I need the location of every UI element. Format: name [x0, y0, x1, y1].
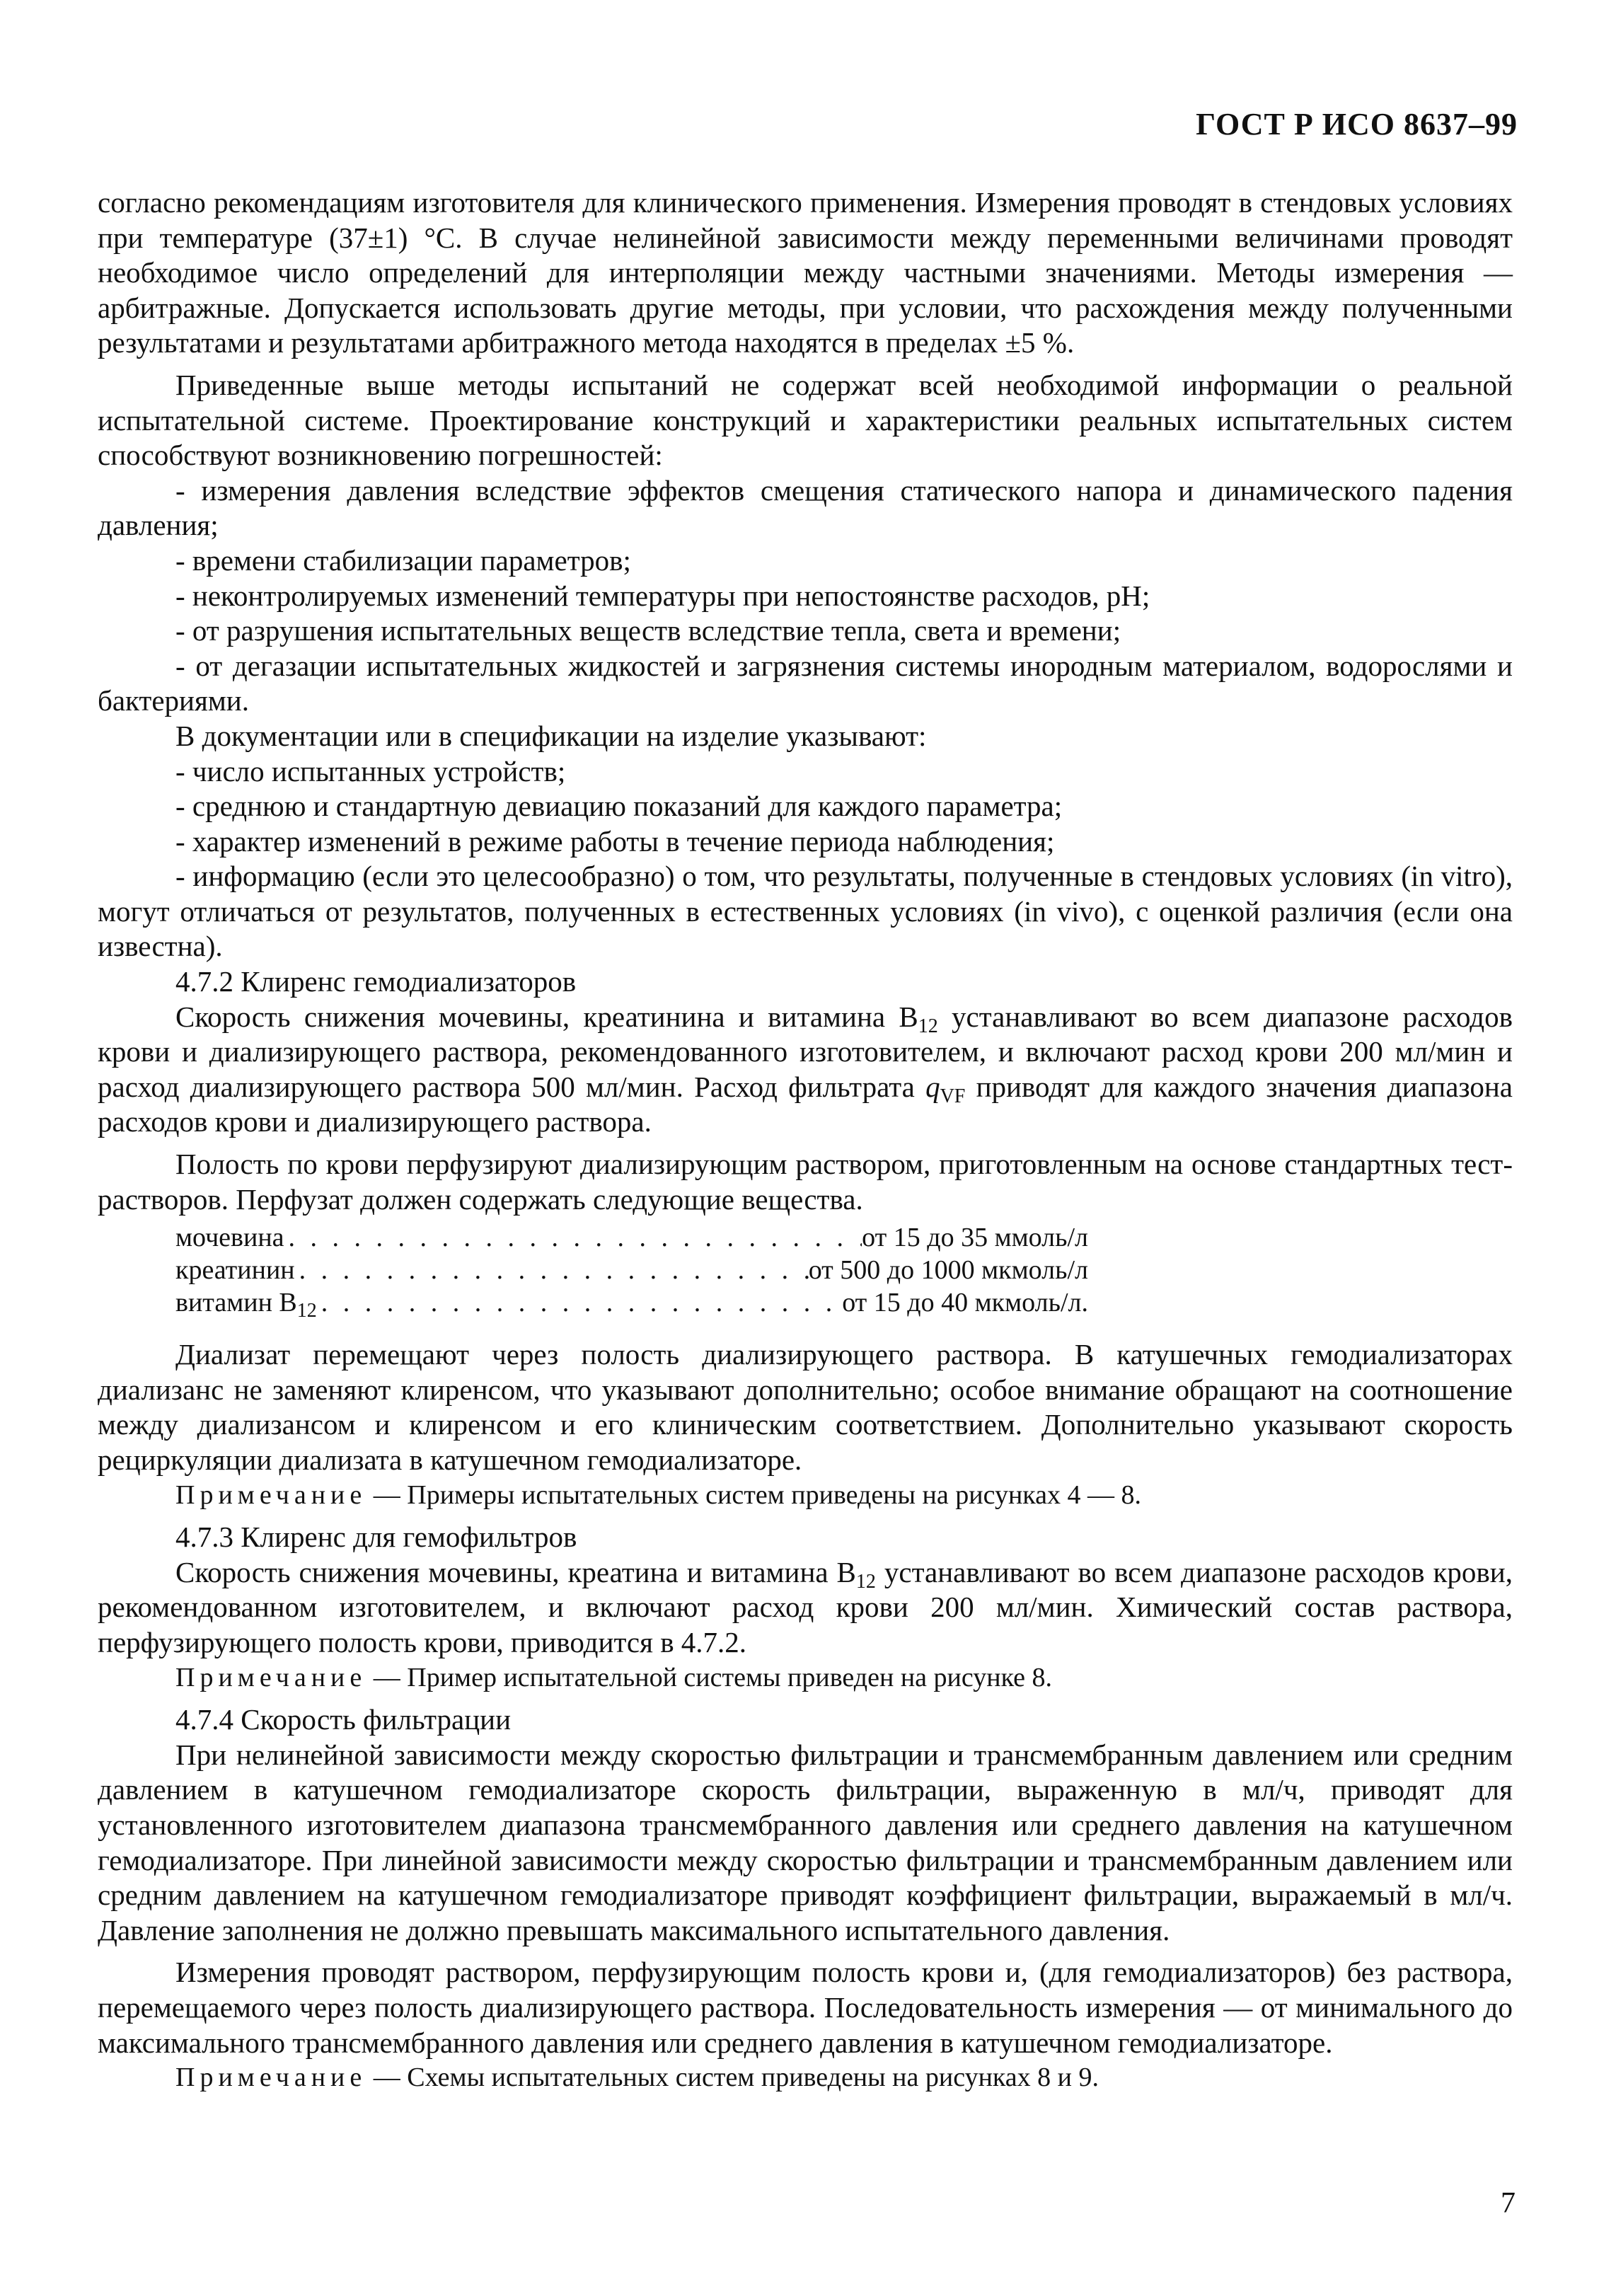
paragraph-dialysate: Диализат перемещают через полость диализирующего раствора. В катушечных гемодиализаторах диализанс не заменяют клиренсом, что указывают дополнительно; особое внимание обращают на соотношение между диализансом и клиренсом и его клиническим соответствием. Дополнительно указывают скорость рециркуляции диализата в катушечном гемодиализаторе. [98, 1338, 1513, 1476]
standard-designation: ГОСТ Р ИСО 8637–99 [1196, 107, 1518, 142]
list-item-error: - времени стабилизации параметров; [175, 543, 631, 577]
substance-row: витамин $B_{12}$ . . . от 15 до 40 мкмоль/л. [175, 1286, 1088, 1319]
list-item-doc: - среднюю и стандартную девиацию показаний для каждого параметра; [175, 790, 1063, 823]
paragraph-documentation: В документации или в спецификации на изделие указывают: [175, 719, 927, 752]
paragraph-measurements: Измерения проводят раствором, перфузирующим полость крови и, (для гемодиализаторов) без раствора, перемещаемого через полость диализирующего раствора. Последовательность измерения — от минимального до максимального трансмембранного давления или среднего давления в катушечном гемодиализаторе. [98, 1956, 1513, 2059]
substance-row: мочевина . . . от 15 до 35 ммоль/л [175, 1221, 1088, 1254]
paragraph-clearance-hemodialyzers: Скорость снижения мочевины, креатинина и витамина $B_{12}$ устанавливают во всем диапазоне расходов крови и диализирующего раствора, рекомендованного изготовителем, и включают расход крови 200 мл/мин и расход диализирующего раствора 500 мл/мин. Расход фильтрата qVF приводят для каждого значения диапазона расходов крови и диализирующего раствора. [98, 1000, 1513, 1138]
list-item-doc: - информацию (если это целесообразно) о том, что результаты, полученные в стендовых условиях (in vitro), могут отличаться от результатов, полученных в естественных условиях (in vivo), с оценкой различия (если она известна). [98, 860, 1513, 963]
paragraph-perfusion: Полость по крови перфузируют диализирующим раствором, приготовленным на основе стандартных тест-растворов. Перфузат должен содержать следующие вещества. [98, 1148, 1513, 1216]
list-item-error: - от разрушения испытательных веществ вследствие тепла, света и времени; [175, 614, 1121, 647]
section-heading-4-7-4: 4.7.4 Скорость фильтрации [175, 1703, 512, 1736]
paragraph-filtration-rate: При нелинейной зависимости между скоростью фильтрации и трансмембранным давлением или средним давлением в катушечном гемодиализаторе скорость фильтрации, выраженную в мл/ч, приводят для установленного изготовителем диапазона трансмембранного давления или среднего давления на катушечном гемодиализаторе. При линейной зависимости между скоростью фильтрации и трансмембранным давлением или средним давлением на катушечном гемодиализаторе приводят коэффициент фильтрации, выражаемый в мл/ч. Давление заполнения не должно превышать максимального испытательного давления. [98, 1738, 1513, 1946]
list-item-doc: - число испытанных устройств; [175, 754, 566, 788]
note-3: Примечание — Схемы испытательных систем приведены на рисунках 8 и 9. [175, 2063, 1099, 2093]
section-heading-4-7-3: 4.7.3 Клиренс для гемофильтров [175, 1521, 577, 1554]
body-text [98, 185, 1513, 2096]
paragraph-test-methods: Приведенные выше методы испытаний не содержат всей необходимой информации о реальной испытательной системе. Проектирование конструкций и характеристики реальных испытательных систем способствуют возникновению погрешностей: [98, 368, 1513, 472]
substances-list [175, 1221, 1513, 1322]
paragraph-clearance-hemofilters: Скорость снижения мочевины, креатина и витамина $B_{12}$ устанавливают во всем диапазоне расходов крови, рекомендованном изготовителем, и включают расход крови 200 мл/мин. Химический состав раствора, перфузирующего полость крови, приводится в 4.7.2. [98, 1555, 1513, 1658]
page-number: 7 [1501, 2187, 1516, 2220]
list-item-error: - измерения давления вследствие эффектов смещения статического напора и динамического падения давления; [98, 473, 1513, 542]
list-item-error: - неконтролируемых изменений температуры при непостоянстве расходов, pH; [175, 579, 1150, 612]
list-item-doc: - характер изменений в режиме работы в течение периода наблюдения; [175, 824, 1055, 858]
substance-row: креатинин . . . от 500 до 1000 мкмоль/л [175, 1254, 1088, 1286]
paragraph-continuation: согласно рекомендациям изготовителя для клинического применения. Измерения проводят в стендовых условиях при температуре (37±1) °С. В случае нелинейной зависимости между переменными величинами проводят необходимое число определений для интерполяции между частными значениями. Методы измерения — арбитражные. Допускается использовать другие методы, при условии, что расхождения между полученными результатами и результатами арбитражного метода находятся в пределах ±5 %. [98, 186, 1513, 359]
section-heading-4-7-2: 4.7.2 Клиренс гемодиализаторов [175, 965, 577, 998]
list-item-error: - от дегазации испытательных жидкостей и загрязнения системы инородным материалом, водорослями и бактериями. [98, 649, 1513, 717]
note-2: Примечание — Пример испытательной системы приведен на рисунке 8. [175, 1662, 1052, 1692]
note-1: Примечание — Примеры испытательных систем приведены на рисунках 4 — 8. [175, 1479, 1142, 1510]
